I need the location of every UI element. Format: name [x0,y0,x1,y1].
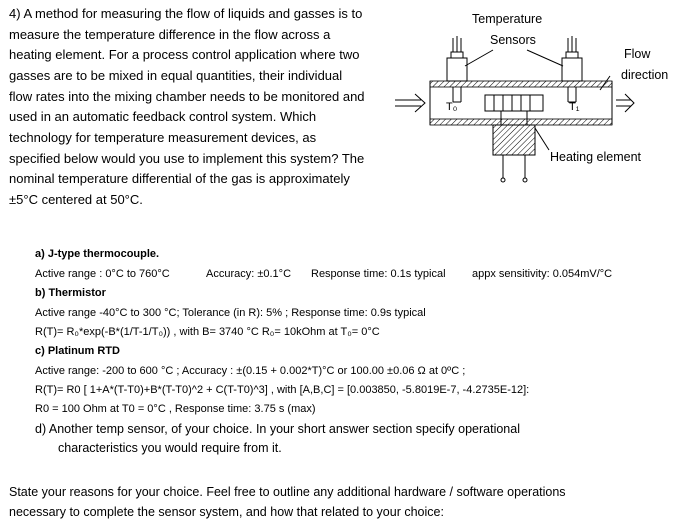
question-line: used in an automatic feedback control system. Which [9,109,317,124]
option-spec: Active range -40°C to 300 °C; Tolerance (in R): 5% ; Response time: 0.9s typical [35,307,426,319]
option-heading: b) Thermistor [35,287,106,299]
closing-line: necessary to complete the sensor system, and how that related to your choice: [9,505,444,519]
flow-pipe-drawing [395,28,635,193]
option-spec: R(T)= R0 [ 1+A*(T-T0)+B*(T-T0)^2 + C(T-T0)^3] , with [A,B,C] = [0.003850, -5.8019E-7, -4.2735E-12]: [35,384,530,396]
option-spec: Accuracy: ±0.1°C [206,268,292,280]
option-spec: Active range: -200 to 600 °C ; Accuracy : ±(0.15 + 0.002*T)°C or 100.00 ±0.06 Ω at 0ºC ; [35,365,466,377]
t1-label: T₁ [569,101,580,113]
outlet-arrow-icon [616,94,634,112]
question-line: 4) A method for measuring the flow of liquids and gasses is to [9,6,363,21]
question-line: gasses are to be mixed in equal quantities, their individual [9,68,343,83]
option-spec: R0 = 100 Ohm at T0 = 0°C , Response time: 3.75 s (max) [35,403,316,415]
question-line: flow rates into the mixing chamber needs to be monitored and [9,89,365,104]
option-spec: appx sensitivity: 0.054mV/°C [472,268,613,280]
option-heading: c) Platinum RTD [35,345,120,357]
question-line: technology for temperature measurement devices, as [9,130,317,145]
sensors-label: Temperature [472,12,543,26]
option-spec: Response time: 0.1s typical [311,268,446,280]
closing-line: State your reasons for your choice. Feel free to outline any additional hardware / software operations [9,485,566,499]
sensors-label: Sensors [490,33,536,47]
option-text: characteristics you would require from it. [58,441,282,455]
question-line: measure the temperature difference in the flow across a [9,27,331,42]
option-spec: Active range : 0°C to 760°C [35,268,170,280]
inlet-arrow-icon [395,94,425,112]
t0-label: T₀ [446,101,458,113]
flow-label: direction [621,68,669,82]
option-heading: a) J-type thermocouple. [35,248,160,260]
heating-element-label: Heating element [550,150,642,164]
right-sensor-icon [562,36,582,102]
flow-label: Flow [624,47,651,61]
heater-housing-icon [493,125,535,182]
option-spec: R(T)= R₀*exp(-B*(1/T-1/T₀)) , with B= 3740 °C R₀= 10kOhm at T₀= 0°C [35,326,380,338]
left-sensor-icon [447,36,467,102]
question-line: specified below would you use to implement this system? The [9,151,365,166]
question-line: heating element. For a process control application where two [9,47,360,62]
question-line: nominal temperature differential of the gas is approximately [9,171,350,186]
question-line: ±5°C centered at 50°C. [9,192,143,207]
option-heading: d) Another temp sensor, of your choice. In your short answer section specify operational [35,422,520,436]
